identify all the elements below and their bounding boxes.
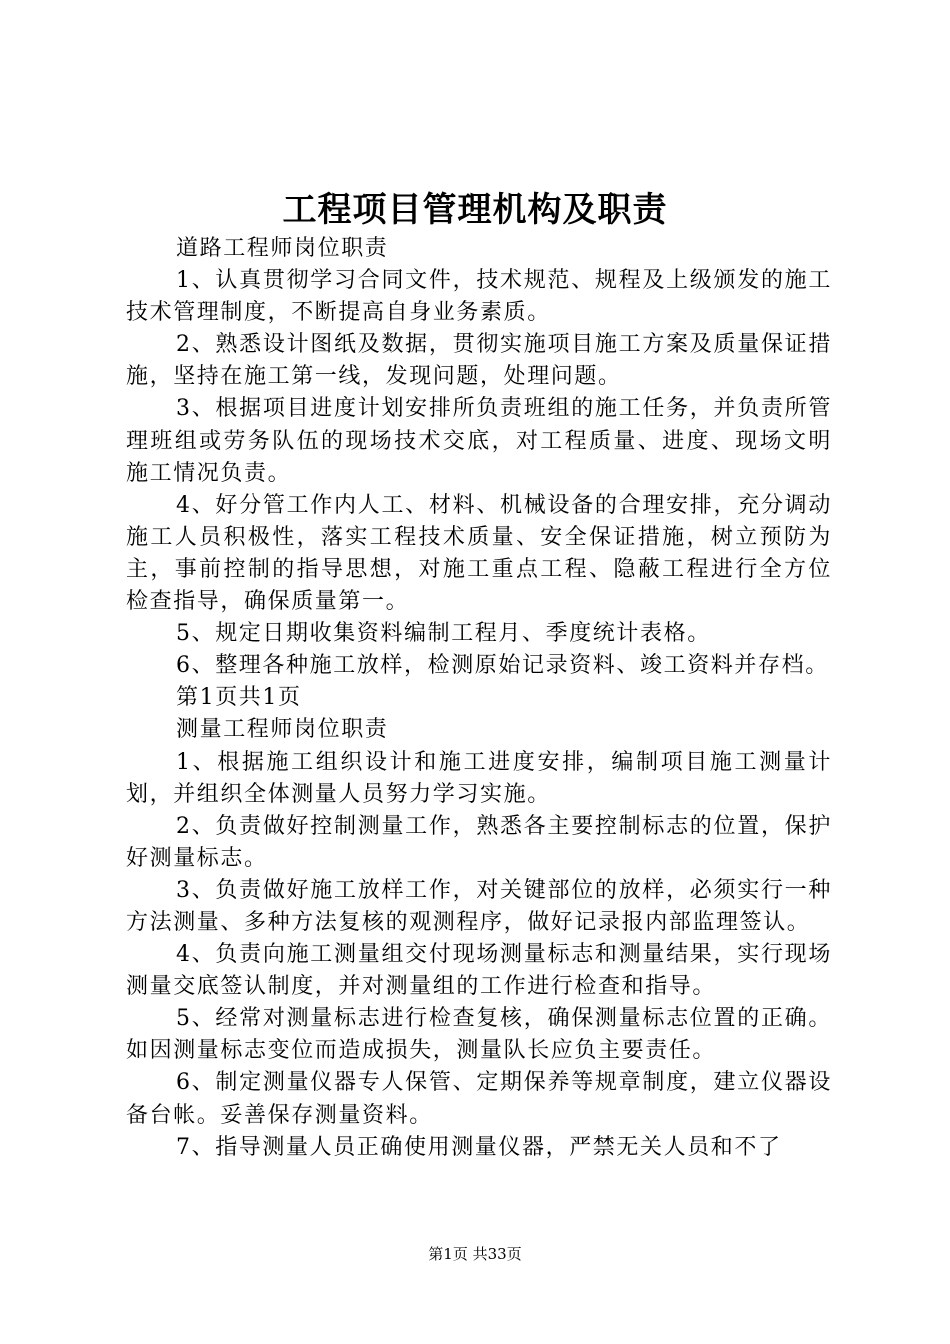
document-title: 工程项目管理机构及职责 xyxy=(282,190,668,230)
paragraph: 3、负责做好施工放样工作，对关键部位的放样，必须实行一种方法测量、多种方法复核的观测程序，做好记录报内部监理签认。 xyxy=(126,877,832,935)
paragraph: 5、经常对测量标志进行检查复核，确保测量标志位置的正确。如因测量标志变位而造成损失，测量队长应负主要责任。 xyxy=(126,1006,832,1064)
inline-page-marker: 第1页共1页 xyxy=(176,685,302,711)
paragraph: 4、负责向施工测量组交付现场测量标志和测量结果，实行现场测量交底签认制度，并对测量组的工作进行检查和指导。 xyxy=(126,942,832,1000)
paragraph: 7、指导测量人员正确使用测量仪器，严禁无关人员和不了 xyxy=(176,1134,782,1160)
paragraph: 1、认真贯彻学习合同文件，技术规范、规程及上级颁发的施工技术管理制度，不断提高自身业务素质。 xyxy=(126,268,832,326)
page-footer: 第1页 共33页 xyxy=(428,1245,522,1263)
paragraph: 3、根据项目进度计划安排所负责班组的施工任务，并负责所管理班组或劳务队伍的现场技术交底，对工程质量、进度、现场文明施工情况负责。 xyxy=(126,396,832,486)
paragraph: 6、制定测量仪器专人保管、定期保养等规章制度，建立仪器设备台帐。妥善保存测量资料。 xyxy=(126,1070,832,1128)
paragraph: 5、规定日期收集资料编制工程月、季度统计表格。 xyxy=(176,621,711,647)
paragraph: 4、好分管工作内人工、材料、机械设备的合理安排，充分调动施工人员积极性，落实工程技术质量、安全保证措施，树立预防为主，事前控制的指导思想，对施工重点工程、隐蔽工程进行全方位检查指导，确保质量第一。 xyxy=(126,492,832,615)
document-body xyxy=(126,233,832,1164)
paragraph: 6、整理各种施工放样，检测原始记录资料、竣工资料并存档。 xyxy=(176,653,829,679)
section-heading-road-engineer: 道路工程师岗位职责 xyxy=(176,236,389,261)
paragraph: 2、熟悉设计图纸及数据，贯彻实施项目施工方案及质量保证措施，坚持在施工第一线，发现问题，处理问题。 xyxy=(126,332,832,390)
section-heading-survey-engineer: 测量工程师岗位职责 xyxy=(176,717,389,743)
paragraph: 1、根据施工组织设计和施工进度安排，编制项目施工测量计划，并组织全体测量人员努力学习实施。 xyxy=(126,749,832,807)
paragraph: 2、负责做好控制测量工作，熟悉各主要控制标志的位置，保护好测量标志。 xyxy=(126,813,832,871)
